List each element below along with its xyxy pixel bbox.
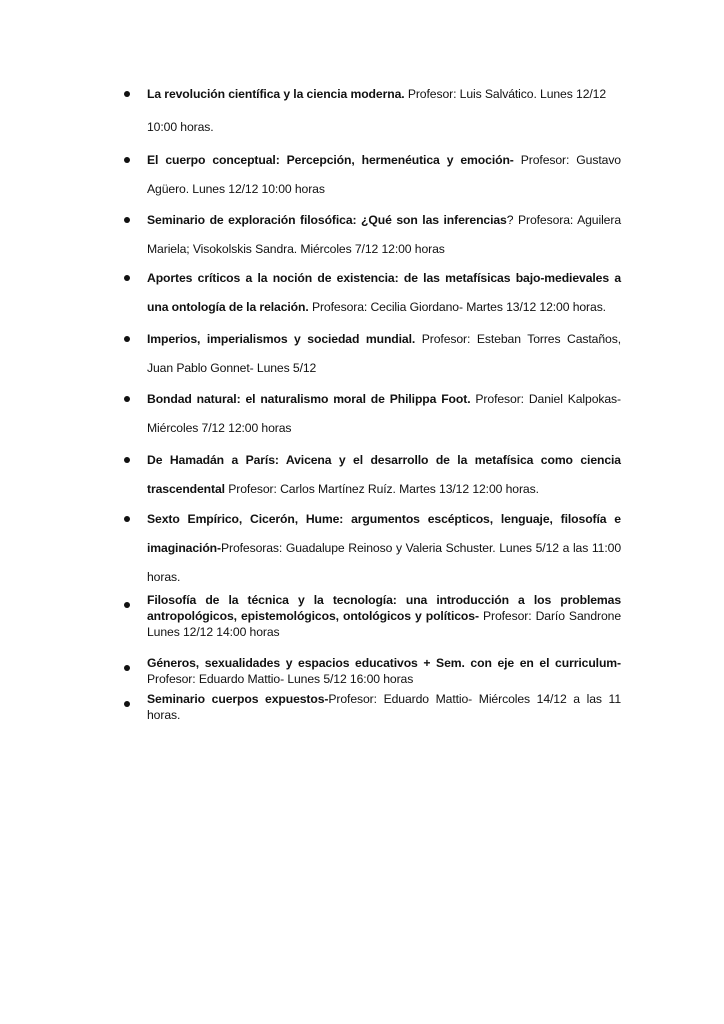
bullet-icon	[124, 457, 130, 463]
bullet-icon	[124, 516, 130, 522]
course-detail: Profesoras: Guadalupe Reinoso y Valeria Schuster. Lunes 5/12 a las 11:00 horas.	[147, 541, 621, 584]
course-detail-line2	[147, 113, 621, 142]
course-text	[147, 446, 621, 504]
course-text	[147, 691, 621, 723]
course-title: El cuerpo conceptual: Percepción, hermenéutica y emoción-	[147, 153, 514, 167]
course-detail: Profesor: Eduardo Mattio- Miércoles 14/12 a las 11 horas.	[147, 692, 621, 722]
bullet-icon	[124, 157, 130, 163]
course-title: De Hamadán a París: Avicena y el desarrollo de la metafísica como ciencia trascendental	[147, 453, 621, 496]
course-title: Sexto Empírico, Cicerón, Hume: argumentos escépticos, lenguaje, filosofía e imaginación-	[147, 512, 621, 555]
course-detail: Profesor: Eduardo Mattio- Lunes 5/12 16:00 horas	[147, 672, 414, 686]
bullet-icon	[124, 275, 130, 281]
course-text	[147, 80, 621, 109]
course-text	[147, 146, 621, 204]
course-title: La revolución científica y la ciencia moderna.	[147, 87, 405, 101]
course-detail: Profesor: Darío Sandrone Lunes 12/12 14:00 horas	[147, 609, 621, 639]
course-text	[147, 325, 621, 383]
course-title: Imperios, imperialismos y sociedad mundial.	[147, 332, 416, 346]
bullet-icon	[124, 217, 130, 223]
bullet-icon	[124, 602, 130, 608]
course-detail: 10:00 horas.	[147, 120, 214, 134]
course-text	[147, 505, 621, 592]
course-text	[147, 385, 621, 443]
course-detail: Profesor: Daniel Kalpokas- Miércoles 7/12 12:00 horas	[147, 392, 621, 435]
bullet-icon	[124, 396, 130, 402]
course-title: Seminario de exploración filosófica: ¿Qué son las inferencias	[147, 213, 507, 227]
course-title: Bondad natural: el naturalismo moral de Philippa Foot.	[147, 392, 471, 406]
course-title: Géneros, sexualidades y espacios educativos + Sem. con eje en el curriculum-	[147, 656, 621, 670]
course-text	[147, 592, 621, 640]
course-detail: Profesora: Cecilia Giordano- Martes 13/12 12:00 horas.	[308, 300, 606, 314]
bullet-icon	[124, 665, 130, 671]
course-detail: Profesor: Gustavo Agüero. Lunes 12/12 10:00 horas	[147, 153, 621, 196]
bullet-icon	[124, 91, 130, 97]
course-title: Aportes críticos a la noción de existencia: de las metafísicas bajo-medievales a una ontología de la relación.	[147, 271, 621, 314]
course-text	[147, 206, 621, 264]
bullet-icon	[124, 336, 130, 342]
course-title: Filosofía de la técnica y la tecnología: una introducción a los problemas antropológicos, epistemológicos, ontológicos y políticos-	[147, 593, 621, 623]
course-detail: Profesor: Luis Salvático. Lunes 12/12	[404, 87, 607, 101]
course-detail: Profesor: Esteban Torres Castaños, Juan Pablo Gonnet- Lunes 5/12	[147, 332, 621, 375]
course-detail: Profesor: Carlos Martínez Ruíz. Martes 13/12 12:00 horas.	[224, 482, 539, 496]
bullet-icon	[124, 701, 130, 707]
course-text	[147, 655, 621, 687]
course-detail: ? Profesora: Aguilera Mariela; Visokolskis Sandra. Miércoles 7/12 12:00 horas	[147, 213, 621, 256]
course-text	[147, 264, 621, 322]
course-title: Seminario cuerpos expuestos-	[147, 692, 329, 706]
